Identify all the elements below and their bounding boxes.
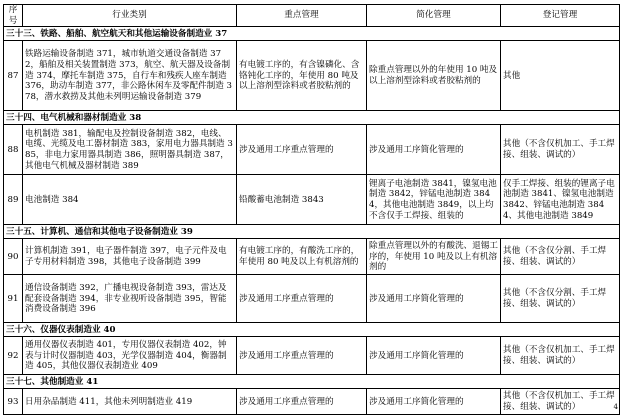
row-no: 91 (4, 275, 23, 323)
row-simplified-management: 涉及通用工序简化管理的 (367, 275, 501, 323)
row-category: 电机制造 381，输配电及控制设备制造 382，电线、电缆、光缆及电工器材制造 383，家用电力器具制造 385，非电力家用器具制造 386，照明器具制造 387，其他电气机械及器材制造 389 (23, 125, 237, 175)
row-simplified-management: 涉及通用工序简化管理的 (367, 125, 501, 175)
row-simplified-management: 除重点管理以外的有酸洗、退锡工序的，年使用 10 吨及以上有机溶剂的 (367, 239, 501, 275)
row-key-management: 涉及通用工序重点管理的 (237, 125, 367, 175)
section-row (4, 323, 620, 337)
section-title: 三十五、计算机、通信和其他电子设备制造业 39 (4, 225, 620, 239)
table-row (4, 275, 620, 323)
header-key-management: 重点管理 (237, 5, 367, 27)
row-category: 计算机制造 391，电子器件制造 397，电子元件及电子专用材料制造 398，其他电子设备制造 399 (23, 239, 237, 275)
header-registration-management: 登记管理 (501, 5, 620, 27)
row-simplified-management: 锂离子电池制造 3841，镍氢电池制造 3842，锌锰电池制造 3844，其他电池制造 3849，以上均不含仅手工焊接、组装的 (367, 175, 501, 225)
row-category: 日用杂品制造 411，其他未列明制造业 419 (23, 389, 237, 415)
section-title: 三十三、铁路、船舶、航空航天和其他运输设备制造业 37 (4, 27, 620, 41)
table-row (4, 389, 620, 415)
section-row (4, 375, 620, 389)
row-no: 89 (4, 175, 23, 225)
section-title: 三十七、其他制造业 41 (4, 375, 620, 389)
row-registration-management: 其他 (501, 41, 620, 111)
row-simplified-management: 涉及通用工序简化管理的 (367, 389, 501, 415)
row-no: 93 (4, 389, 23, 415)
table-row (4, 41, 620, 111)
section-row (4, 111, 620, 125)
row-registration-management: 其他（不含仅机加工、手工焊接、组装、调试的） (501, 389, 620, 415)
row-no: 87 (4, 41, 23, 111)
row-key-management: 涉及通用工序重点管理的 (237, 389, 367, 415)
header-simplified-management: 简化管理 (367, 5, 501, 27)
row-category: 通用仪器仪表制造 401，专用仪器仪表制造 402，钟表与计时仪器制造 403，光学仪器制造 404，衡器制造 405，其他仪器仪表制造业 409 (23, 337, 237, 375)
table-row (4, 239, 620, 275)
row-category: 电池制造 384 (23, 175, 237, 225)
section-title: 三十六、仪器仪表制造业 40 (4, 323, 620, 337)
row-key-management: 有电镀工序的，有酸洗工序的，年使用 80 吨及以上有机溶剂的 (237, 239, 367, 275)
header-row (4, 5, 620, 27)
row-no: 88 (4, 125, 23, 175)
row-registration-management: 其他（不含仅分割、手工焊接、组装、调试的） (501, 239, 620, 275)
header-category: 行业类别 (23, 5, 237, 27)
table-row (4, 175, 620, 225)
row-no: 90 (4, 239, 23, 275)
header-no: 序号 (4, 5, 23, 27)
row-no: 92 (4, 337, 23, 375)
row-category: 通信设备制造 392，广播电视设备制造 393，雷达及配套设备制造 394，非专业视听设备制造 395，智能消费设备制造 396 (23, 275, 237, 323)
page-number: 4 (613, 403, 618, 411)
row-registration-management: 其他（不含仅机加工、手工焊接、组装、调试的） (501, 125, 620, 175)
table-row (4, 125, 620, 175)
table-row (4, 337, 620, 375)
row-registration-management: 其他（不含仅机加工、手工焊接、组装、调试的） (501, 337, 620, 375)
row-registration-management: 其他（不含仅分割、手工焊接、组装、调试的） (501, 275, 620, 323)
row-simplified-management: 除重点管理以外的年使用 10 吨及以上溶剂型涂料或者胶粘剂的 (367, 41, 501, 111)
row-key-management: 铅酸蓄电池制造 3843 (237, 175, 367, 225)
row-category: 铁路运输设备制造 371，城市轨道交通设备制造 372，船舶及相关装置制造 373，航空、航天器及设备制造 374，摩托车制造 375，自行车和残疾人座车制造 376，助动车制造 377，非公路休闲车及零配件制造 378，潜水救捞及其他未列明运输设备制造 379 (23, 41, 237, 111)
section-title: 三十四、电气机械和器材制造业 38 (4, 111, 620, 125)
row-registration-management: 仅手工焊接、组装的锂离子电池制造 3841、镍氢电池制造 3842、锌锰电池制造 3844、其他电池制造 3849 (501, 175, 620, 225)
row-simplified-management: 涉及通用工序简化管理的 (367, 337, 501, 375)
row-key-management: 涉及通用工序重点管理的 (237, 275, 367, 323)
row-key-management: 涉及通用工序重点管理的 (237, 337, 367, 375)
section-row (4, 225, 620, 239)
section-row (4, 27, 620, 41)
permit-classification-table (3, 4, 620, 415)
row-key-management: 有电镀工序的，有含镍磷化、含铬钝化工序的，年使用 80 吨及以上溶剂型涂料或者胶粘剂的 (237, 41, 367, 111)
